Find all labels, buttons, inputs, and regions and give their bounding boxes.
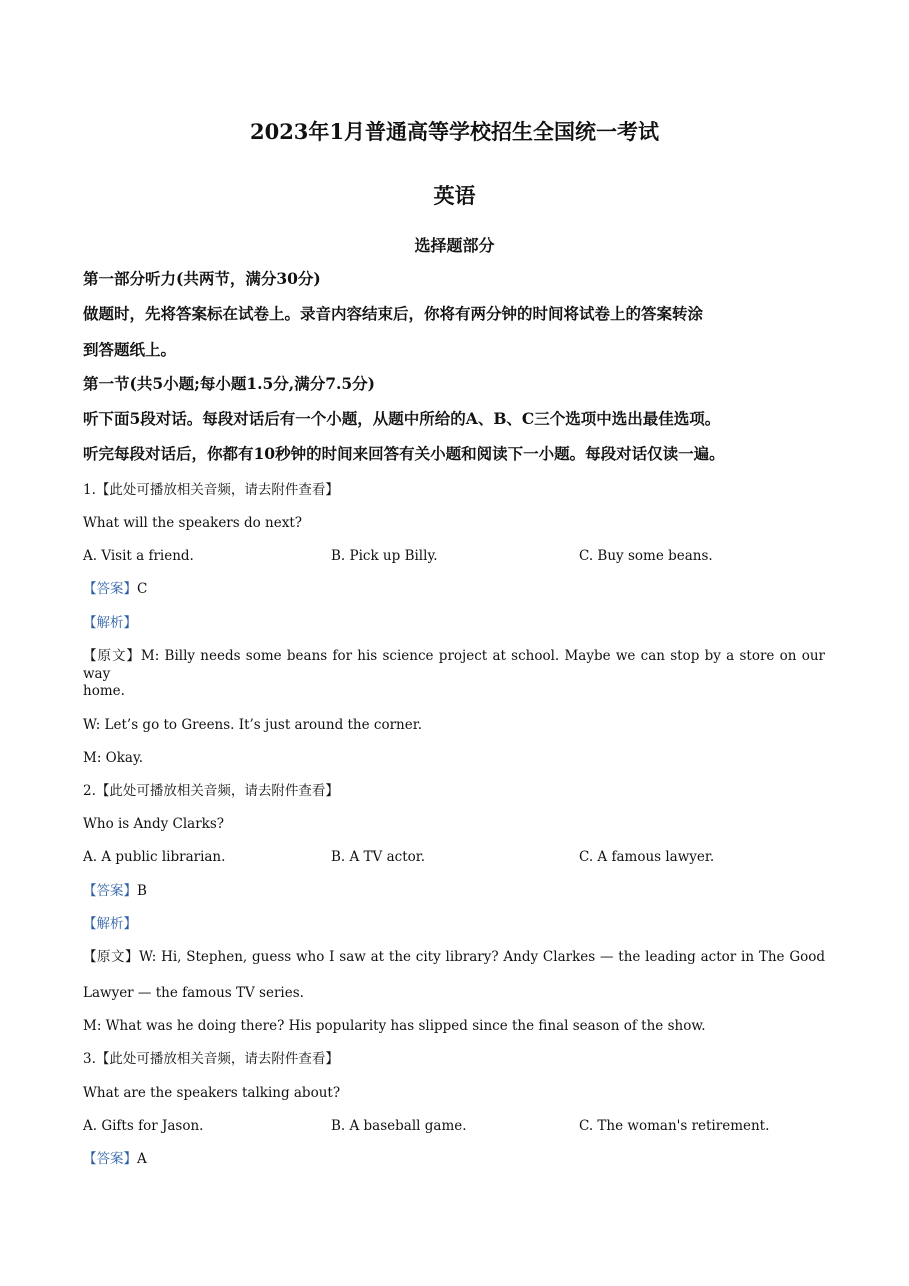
question-2-transcript-line3: M: What was he doing there? His popularity has slipped since the final season of the show. — [83, 1018, 706, 1034]
question-3-header — [83, 1050, 339, 1068]
exam-title: 2023年1月普通高等学校招生全国统一考试 — [249, 119, 660, 144]
question-3-option-c: C. The woman's retirement. — [579, 1118, 770, 1134]
question-number: 3. — [83, 1051, 96, 1067]
section1-heading: 第一节(共5小题;每小题1.5分,满分7.5分) — [83, 374, 376, 393]
part1-instruction-line2: 到答题纸上。 — [83, 340, 177, 359]
question-number: 2. — [83, 783, 96, 799]
transcript-label: 【原文】 — [83, 949, 140, 965]
question-1-transcript-line2: home. — [83, 683, 125, 699]
question-2-header — [83, 782, 339, 800]
question-2-analysis-label: 【解析】 — [83, 916, 137, 932]
audio-note: 【此处可播放相关音频，请去附件查看】 — [95, 482, 339, 498]
answer-label: 【答案】 — [83, 883, 137, 899]
question-1-option-b: B. Pick up Billy. — [331, 548, 438, 564]
question-3-answer — [83, 1150, 147, 1168]
question-1-transcript-line4: M: Okay. — [83, 750, 144, 766]
question-2-transcript-line2: Lawyer — the famous TV series. — [83, 985, 304, 1001]
question-3-option-b: B. A baseball game. — [331, 1118, 467, 1134]
transcript-text: W: Hi, Stephen, guess who I saw at the city library? Andy Clarkes — the leading actor in The Good — [139, 949, 825, 965]
question-2-transcript-line1 — [83, 948, 825, 966]
section-title: 选择题部分 — [414, 236, 495, 255]
answer-label: 【答案】 — [83, 1151, 137, 1167]
answer-value: C — [137, 581, 148, 597]
question-1-transcript-line3: W: Let’s go to Greens. It’s just around the corner. — [83, 717, 422, 733]
question-1-option-a: A. Visit a friend. — [83, 548, 194, 564]
question-2-option-b: B. A TV actor. — [331, 849, 426, 865]
question-2-option-c: C. A famous lawyer. — [579, 849, 715, 865]
part1-heading: 第一部分听力(共两节，满分30分) — [83, 269, 321, 288]
question-1-answer — [83, 580, 147, 598]
answer-label: 【答案】 — [83, 581, 137, 597]
answer-value: A — [137, 1151, 147, 1167]
question-number: 1. — [83, 482, 96, 498]
transcript-label: 【原文】 — [83, 648, 141, 664]
audio-note: 【此处可播放相关音频，请去附件查看】 — [95, 1051, 339, 1067]
subject-title: 英语 — [433, 183, 476, 208]
question-2-text: Who is Andy Clarks? — [83, 816, 225, 832]
part1-instruction-line1: 做题时，先将答案标在试卷上。录音内容结束后，你将有两分钟的时间将试卷上的答案转涂 — [83, 304, 704, 323]
question-3-option-a: A. Gifts for Jason. — [83, 1118, 204, 1134]
transcript-text: M: Billy needs some beans for his science project at school. Maybe we can stop by a store on our way — [83, 648, 826, 682]
question-1-analysis-label: 【解析】 — [83, 615, 137, 631]
section1-instruction-line2: 听完每段对话后，你都有10秒钟的时间来回答有关小题和阅读下一小题。每段对话仅读一遍。 — [83, 444, 725, 463]
question-1-option-c: C. Buy some beans. — [579, 548, 713, 564]
question-1-text: What will the speakers do next? — [83, 515, 303, 531]
answer-value: B — [137, 883, 147, 899]
section1-instruction-line1: 听下面5段对话。每段对话后有一个小题，从题中所给的A、B、C三个选项中选出最佳选项。 — [83, 409, 721, 428]
question-2-answer — [83, 882, 147, 900]
question-1-transcript-line1 — [83, 647, 825, 683]
question-3-text: What are the speakers talking about? — [83, 1085, 341, 1101]
question-1-header — [83, 481, 339, 499]
audio-note: 【此处可播放相关音频，请去附件查看】 — [95, 783, 339, 799]
question-2-option-a: A. A public librarian. — [83, 849, 226, 865]
